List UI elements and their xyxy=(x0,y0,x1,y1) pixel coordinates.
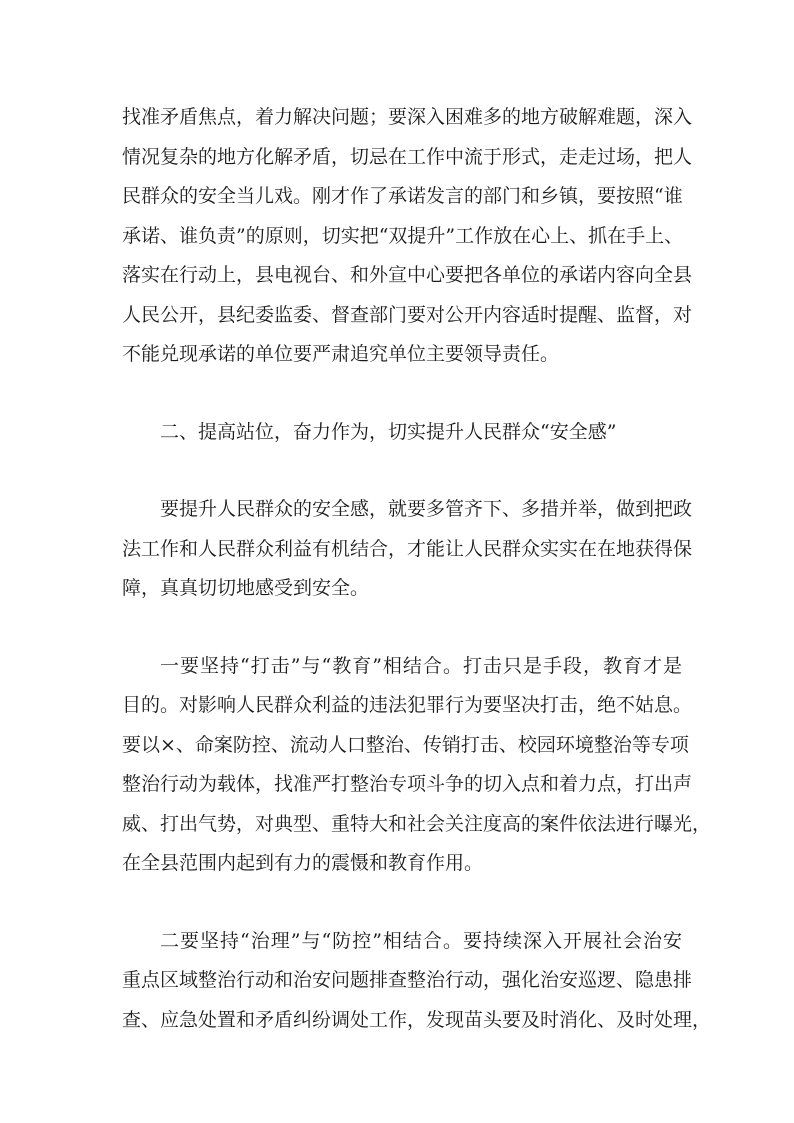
text-line: 找准矛盾焦点，着力解决问题；要深入困难多的地方破解难题，深入 xyxy=(122,106,693,128)
paragraph-gap xyxy=(122,452,682,490)
document-body xyxy=(122,98,712,1040)
paragraph-gap xyxy=(122,609,682,647)
text-line: 落实在行动上，县电视台、和外宣中心要把各单位的承诺内容向全县 xyxy=(122,264,693,286)
text-line: 要以×、命案防控、流动人口整治、传销打击、校园环境整治等专项 xyxy=(122,733,689,756)
section-heading xyxy=(122,413,682,453)
text-line: 一要坚持“打击”与“教育”相结合。打击只是手段，教育才是 xyxy=(160,654,682,677)
paragraph-p3 xyxy=(122,647,712,884)
text-line: 情况复杂的地方化解矛盾，切忌在工作中流于形式，走走过场，把人 xyxy=(122,145,693,168)
paragraph-p1 xyxy=(122,98,693,375)
text-line: 不能兑现承诺的单位要严肃追究单位主要领导责任。 xyxy=(122,343,560,365)
text-line: 整治行动为载体，找准严打整治专项斗争的切入点和着力点，打出声 xyxy=(122,773,693,795)
text-line: 重点区域整治行动和治安问题排查整治行动，强化治安巡逻、隐患排 xyxy=(122,969,693,991)
text-line: 人民公开，县纪委监委、督查部门要对公开内容适时提醒、监督，对 xyxy=(122,303,693,326)
text-line: 查、应急处置和矛盾纠纷调处工作，发现苗头要及时消化、及时处理， xyxy=(122,1008,712,1031)
text-line: 要提升人民群众的安全感，就要多管齐下、多措并举，做到把政 xyxy=(160,498,693,520)
text-line: 在全县范围内起到有力的震慑和教育作用。 xyxy=(122,852,484,874)
text-line: 民群众的安全当儿戏。刚才作了承诺发言的部门和乡镇，要按照“谁 xyxy=(122,185,683,207)
paragraph-gap xyxy=(122,884,682,922)
text-line: 二要坚持“治理”与“防控”相结合。要持续深入开展社会治安 xyxy=(160,929,682,952)
text-line: 法工作和人民群众利益有机结合，才能让人民群众实实在在地获得保 xyxy=(122,537,693,560)
paragraph-p4 xyxy=(122,922,712,1041)
text-line: 目的。对影响人民群众利益的违法犯罪行为要坚决打击，绝不姑息。 xyxy=(122,694,693,716)
paragraph-p2 xyxy=(122,490,693,609)
text-line: 障，真真切切地感受到安全。 xyxy=(122,577,370,599)
text-line: 威、打出气势，对典型、重特大和社会关注度高的案件依法进行曝光， xyxy=(122,812,712,835)
heading-line: 二、提高站位，奋力作为，切实提升人民群众“安全感” xyxy=(160,420,617,443)
paragraph-gap xyxy=(122,375,682,413)
text-line: 承诺、谁负责”的原则，切实把“双提升”工作放在心上、抓在手上、 xyxy=(122,224,684,247)
